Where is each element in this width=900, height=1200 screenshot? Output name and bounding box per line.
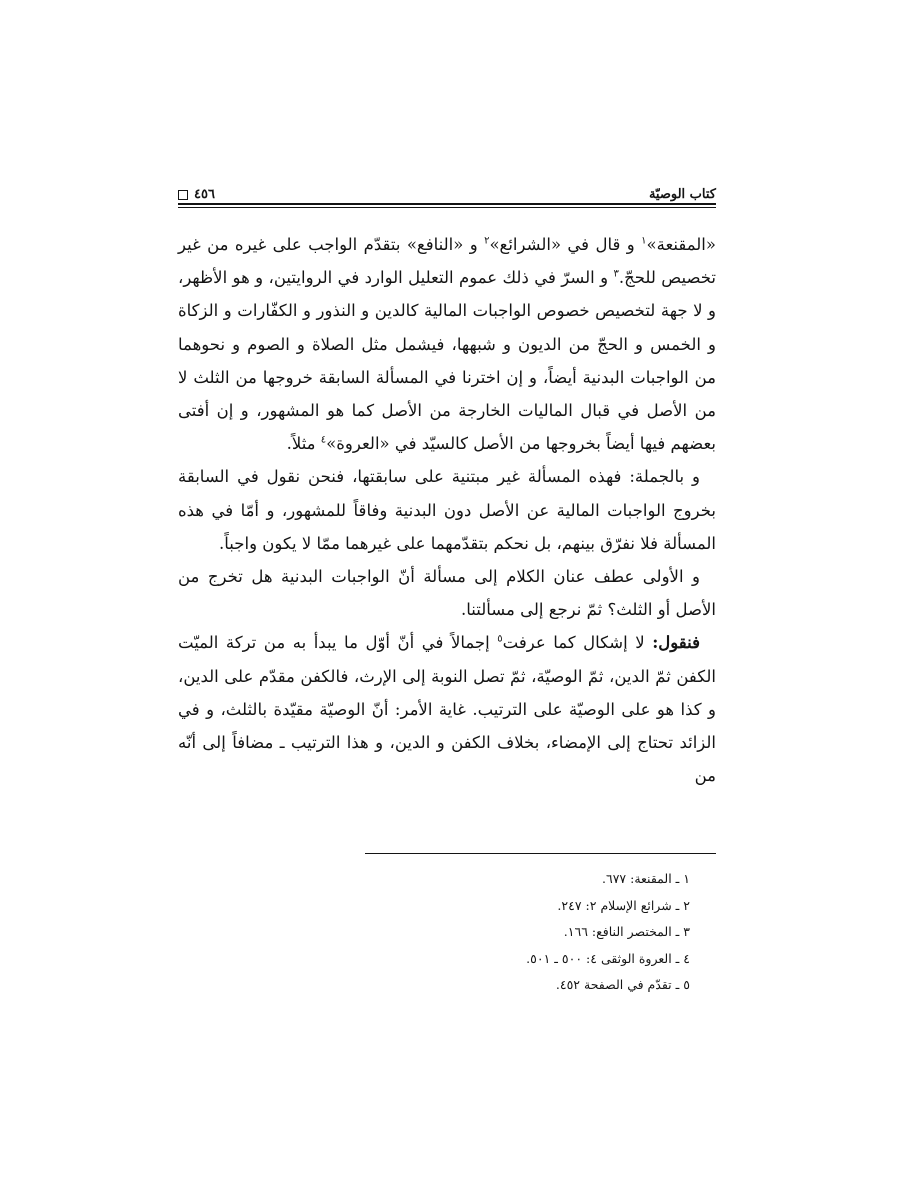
paragraph-3: و الأولى عطف عنان الكلام إلى مسألة أنّ الواجبات البدنية هل تخرج من الأصل أو الثلث؟ ثمّ نرجع إلى مسألتنا. [178, 567, 716, 620]
p1-text-5: مثلاً. [286, 434, 321, 454]
footnote: ٥ ـ تقدّم في الصفحة ٤٥٢. [555, 977, 690, 992]
running-header [178, 178, 716, 202]
p4-text-2: إجمالاً في أنّ أوّل ما يبدأ به من تركة الميّت الكفن ثمّ الدين، ثمّ الوصيّة، ثمّ تصل النوبة إلى الإرث، فالكفن مقدّم على الدين، و كذا هو على الوصيّة على الترتيب. غاية الأمر: أنّ الوصيّة مقيّدة بالثلث، و في الزائد تحتاج إلى الإمضاء، بخلاف الكفن و الدين، و هذا الترتيب ـ مضافاً إلى أنّه من [178, 633, 716, 786]
p1-text-2: و قال في «الشرائع» [489, 235, 642, 254]
footnote-ref-3: ٣ [613, 268, 619, 280]
footnote: ٤ ـ العروة الوثقى ٤: ٥٠٠ ـ ٥٠١. [526, 950, 690, 966]
footnote-ref-1: ١ [641, 235, 647, 247]
paragraph-1 [178, 228, 716, 460]
footnote: ٣ ـ المختصر النافع: ١٦٦. [563, 924, 690, 939]
square-icon [178, 190, 188, 200]
footnote-rule [365, 853, 716, 854]
page-number-block [178, 187, 215, 202]
footnote-ref-4: ٤ [320, 434, 327, 446]
p4-text-1: لا إشكال كما عرفت [502, 633, 653, 653]
main-text [178, 228, 716, 792]
footnotes [178, 866, 690, 999]
p1-text-1: «المقنعة» [646, 235, 716, 254]
paragraph-4 [178, 626, 716, 792]
header-rule-thick [178, 203, 716, 205]
footnote-ref-5: ٥ [497, 633, 503, 645]
book-title: كتاب الوصيّة [648, 187, 716, 202]
footnote: ١ ـ المقنعة: ٦٧٧. [602, 871, 690, 886]
footnote-ref-2: ٢ [484, 235, 490, 247]
p1-text-3: و «النافع» بتقدّم الواجب على غيره من غير تخصيص للحجّ. [178, 235, 717, 288]
paragraph-2: و بالجملة: فهذه المسألة غير مبتنية على سابقتها، فنحن نقول في السابقة بخروج الواجبات المالية عن الأصل دون البدنية وفاقاً للمشهور، و أمّا في هذه المسألة فلا نفرّق بينهم، بل نحكم بتقدّمهما على غيرهما ممّا لا يكون واجباً. [178, 467, 716, 553]
p4-lead: فنقول: [652, 633, 701, 653]
page-number: ٤٥٦ [194, 187, 215, 202]
p1-text-4: و السرّ في ذلك عموم التعليل الوارد في الروايتين، و هو الأظهر، و لا جهة لتخصيص خصوص الواجبات المالية كالدين و النذور و الكفّارات و الزكاة و الخمس و الحجّ من الديون و شبهها، فيشمل مثل الصلاة و الصوم و نحوهما من الواجبات البدنية أيضاً، و إن اخترنا في المسألة السابقة خروجها من الثلث لا من الأصل في قبال الماليات الخارجة من الأصل كما هو المشهور، و إن أفتى بعضهم فيها أيضاً بخروجها من الأصل كالسيّد في «العروة» [178, 268, 716, 454]
header-rule-thin [178, 207, 716, 208]
footnote: ٢ ـ شرائع الإسلام ٢: ٢٤٧. [557, 897, 690, 913]
